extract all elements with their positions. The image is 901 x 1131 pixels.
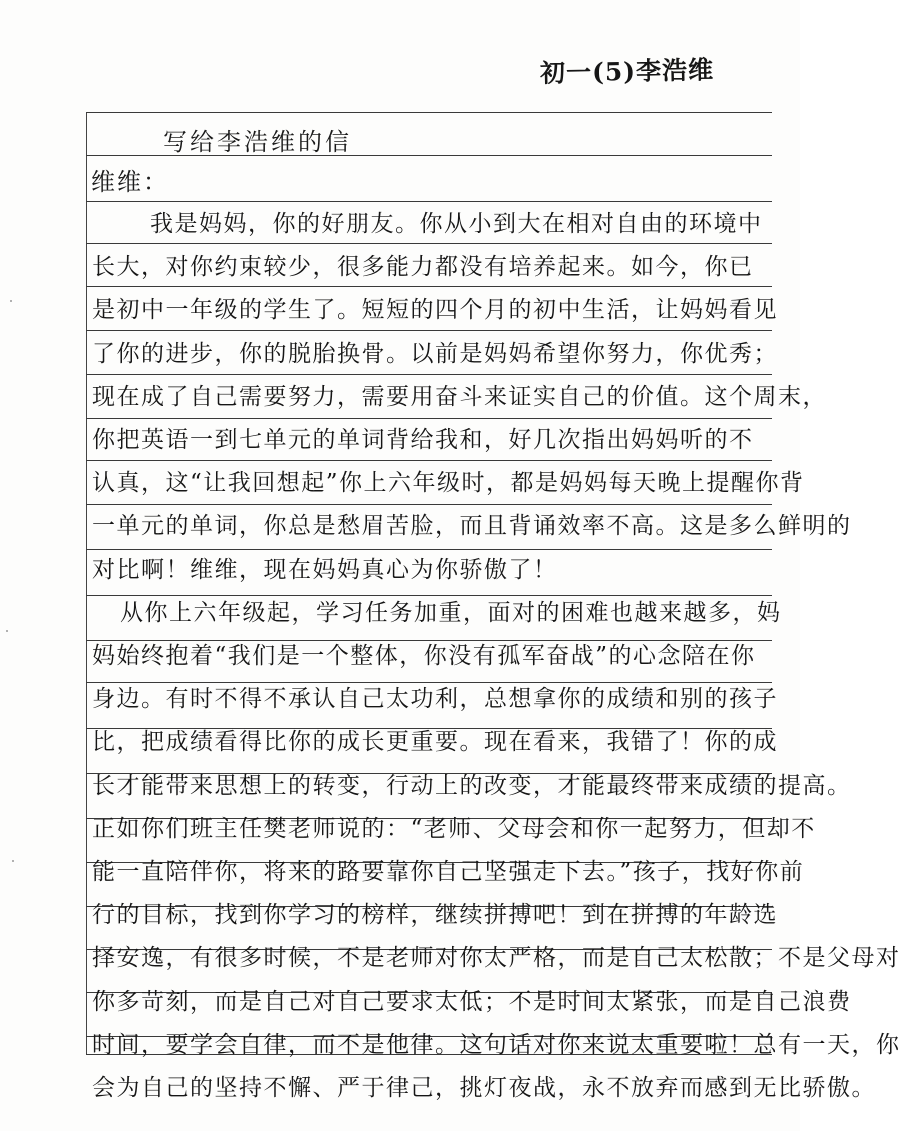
letter-line: 比，把成绩看得比你的成长更重要。现在看来，我错了！你的成 <box>92 729 778 756</box>
ruled-line <box>86 330 772 331</box>
ruled-line <box>86 460 772 461</box>
letter-line: 行的目标，找到你学习的榜样，继续拼搏吧！到在拼搏的年龄选 <box>92 902 778 929</box>
ruled-line <box>86 374 772 375</box>
ruled-line <box>86 418 772 419</box>
paper-speck <box>6 630 8 632</box>
ruled-line <box>86 504 772 505</box>
letter-line: 一单元的单词，你总是愁眉苦脸，而且背诵效率不高。这是多么鲜明的 <box>92 513 852 540</box>
letter-line: 从你上六年级起，学习任务加重，面对的困难也越来越多，妈 <box>120 599 782 626</box>
left-margin-line <box>86 112 87 1054</box>
letter-title: 写给李浩维的信 <box>163 128 352 156</box>
letter-line: 长大，对你约束较少，很多能力都没有培养起来。如今，你已 <box>92 254 754 281</box>
letter-line: 对比啊！维维，现在妈妈真心为你骄傲了！ <box>92 556 558 583</box>
letter-line: 你把英语一到七单元的单词背给我和，好几次指出妈妈听的不 <box>92 427 754 453</box>
letter-line: 择安逸，有很多时候，不是老师对你太严格，而是自己太松散；不是父母对 <box>92 945 901 972</box>
letter-line: 能一直陪伴你，将来的路要靠你自己坚强走下去。”孩子，找好你前 <box>92 859 805 885</box>
class-and-name-note: 初一(5)李浩维 <box>539 55 715 88</box>
letter-greeting: 维维： <box>91 168 169 196</box>
letter-line: 现在成了自己需要努力，需要用奋斗来证实自己的价值。这个周末， <box>92 383 827 410</box>
letter-line: 认真，这“让我回想起”你上六年级时，都是妈妈每天晚上提醒你背 <box>92 470 805 497</box>
letter-line: 是初中一年级的学生了。短短的四个月的初中生活，让妈妈看见 <box>92 297 778 324</box>
paper-speck <box>10 300 12 302</box>
letter-line: 我是妈妈，你的好朋友。你从小到大在相对自由的环境中 <box>150 211 763 237</box>
paper-speck <box>12 860 14 862</box>
letter-line: 了你的进步，你的脱胎换骨。以前是妈妈希望你努力，你优秀； <box>92 340 778 367</box>
ruled-line <box>86 112 772 113</box>
letter-line: 正如你们班主任樊老师说的：“老师、父母会和你一起努力，但却不 <box>92 815 816 842</box>
letter-line: 妈始终抱着“我们是一个整体，你没有孤军奋战”的心念陪在你 <box>92 643 756 669</box>
letter-line: 会为自己的坚持不懈、严于律己，挑灯夜战，永不放弃而感到无比骄傲。 <box>92 1075 876 1101</box>
ruled-line <box>86 243 772 244</box>
ruled-line <box>86 201 772 202</box>
letter-line: 身边。有时不得不承认自己太功利，总想拿你的成绩和别的孩子 <box>92 686 778 713</box>
ruled-line <box>86 286 772 287</box>
letter-line: 你多苛刻，而是自己对自己要求太低；不是时间太紧张，而是自己浪费 <box>92 988 852 1015</box>
letter-line: 长才能带来思想上的转变，行动上的改变，才能最终带来成绩的提高。 <box>92 772 852 799</box>
letter-line: 时间，要学会自律，而不是他律。这句话对你来说太重要啦！总有一天，你 <box>92 1031 901 1058</box>
